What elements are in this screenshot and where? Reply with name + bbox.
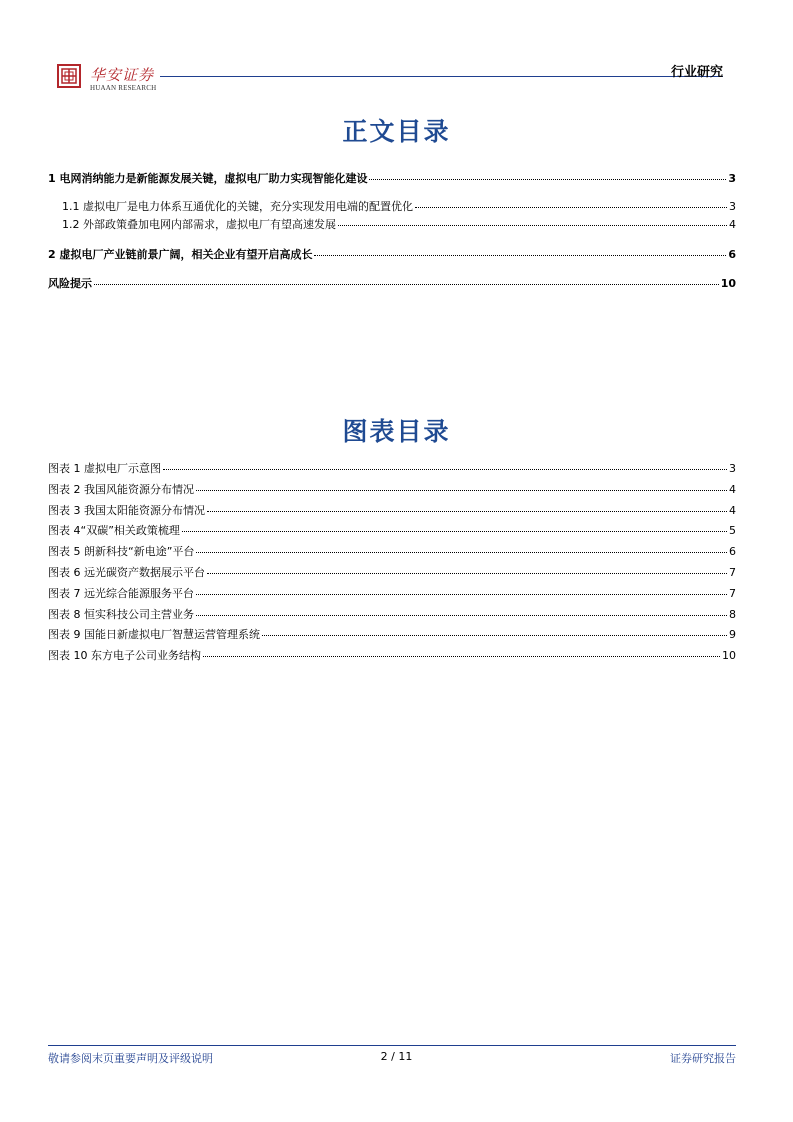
figure-entry-label: 图表 9 国能日新虚拟电厂智慧运营管理系统 <box>48 628 260 642</box>
toc-entry[interactable] <box>48 172 736 186</box>
figure-entry-label: 图表 10 东方电子公司业务结构 <box>48 649 201 663</box>
logo-english-name: HUAAN RESEARCH <box>90 84 157 92</box>
figure-leader-dots <box>163 469 727 470</box>
figure-entry[interactable] <box>48 462 736 476</box>
figure-entry[interactable] <box>48 649 736 663</box>
figure-leader-dots <box>207 573 727 574</box>
toc-leader-dots <box>94 284 719 285</box>
figure-leader-dots <box>196 594 727 595</box>
figure-entry[interactable] <box>48 628 736 642</box>
figure-leader-dots <box>182 531 727 532</box>
figure-leader-dots <box>207 511 727 512</box>
toc-entry[interactable] <box>62 218 736 232</box>
figure-entry-page: 7 <box>729 566 736 579</box>
figure-entry[interactable] <box>48 483 736 497</box>
figure-entry[interactable] <box>48 587 736 601</box>
footer-disclaimer: 敬请参阅末页重要声明及评级说明 <box>48 1052 213 1065</box>
toc-entry[interactable] <box>48 277 736 291</box>
toc-entry-page: 3 <box>728 172 736 185</box>
figure-entry-page: 7 <box>729 586 736 600</box>
huaan-logo-icon <box>57 64 81 88</box>
figure-entry[interactable] <box>48 524 736 538</box>
figure-entry[interactable] <box>48 608 736 622</box>
toc-entry-label: 2 虚拟电厂产业链前景广阔，相关企业有望开启高成长 <box>48 248 313 261</box>
toc-entry-label: 1 电网消纳能力是新能源发展关键，虚拟电厂助力实现智能化建设 <box>48 172 368 185</box>
figure-entry-label: 图表 3 我国太阳能资源分布情况 <box>48 503 205 517</box>
toc-leader-dots <box>415 207 727 208</box>
figure-entry-page: 6 <box>729 545 736 559</box>
figure-entry-page: 9 <box>729 628 736 642</box>
figure-entry-page: 3 <box>729 462 736 475</box>
figure-entry[interactable] <box>48 504 736 518</box>
figure-leader-dots <box>196 552 727 553</box>
toc-entry-page: 10 <box>720 277 736 290</box>
figure-entry-label: 图表 2 我国风能资源分布情况 <box>48 482 194 496</box>
footer-report-type: 证券研究报告 <box>670 1052 736 1065</box>
header-divider <box>160 76 723 77</box>
report-category: 行业研究 <box>670 65 723 80</box>
toc-entry-page: 4 <box>729 218 736 231</box>
figure-entry-label: 图表 8 恒实科技公司主营业务 <box>48 607 194 621</box>
figure-entry-page: 4 <box>729 482 736 496</box>
figures-title: 图表目录 <box>342 417 451 446</box>
figure-entry-page: 8 <box>729 607 736 621</box>
figure-entry[interactable] <box>48 566 736 580</box>
toc-entry-label: 风险提示 <box>48 277 92 290</box>
toc-leader-dots <box>369 179 726 180</box>
figure-leader-dots <box>196 615 727 616</box>
logo-chinese-name: 华安证券 <box>90 66 155 84</box>
toc-entry[interactable] <box>48 248 736 262</box>
figure-entry-page: 10 <box>722 649 736 663</box>
toc-title: 正文目录 <box>342 117 451 146</box>
page-number: 2 / 11 <box>380 1050 413 1063</box>
figure-entry-page: 5 <box>729 524 736 538</box>
toc-entry-page: 6 <box>728 248 736 261</box>
page-header <box>0 0 793 100</box>
toc-entry-label: 1.1 虚拟电厂是电力体系互通优化的关键，充分实现发用电端的配置优化 <box>62 200 413 213</box>
toc-leader-dots <box>314 255 726 256</box>
figure-leader-dots <box>262 635 727 636</box>
figure-entry-label: 图表 5 朗新科技“新电途”平台 <box>48 545 195 559</box>
figure-entry-label: 图表 7 远光综合能源服务平台 <box>48 586 194 600</box>
figure-entry-label: 图表 4“双碳”相关政策梳理 <box>48 524 180 538</box>
toc-entry-label: 1.2 外部政策叠加电网内部需求，虚拟电厂有望高速发展 <box>62 218 336 231</box>
figure-entry-label: 图表 6 远光碳资产数据展示平台 <box>48 566 205 579</box>
toc-entry[interactable] <box>62 200 736 214</box>
figure-entry[interactable] <box>48 545 736 559</box>
toc-entry-page: 3 <box>729 200 736 213</box>
figure-entry-page: 4 <box>729 503 736 517</box>
figure-leader-dots <box>196 490 727 491</box>
footer-divider <box>48 1045 736 1046</box>
figure-entry-label: 图表 1 虚拟电厂示意图 <box>48 462 161 475</box>
toc-leader-dots <box>338 225 727 226</box>
figure-leader-dots <box>203 656 720 657</box>
